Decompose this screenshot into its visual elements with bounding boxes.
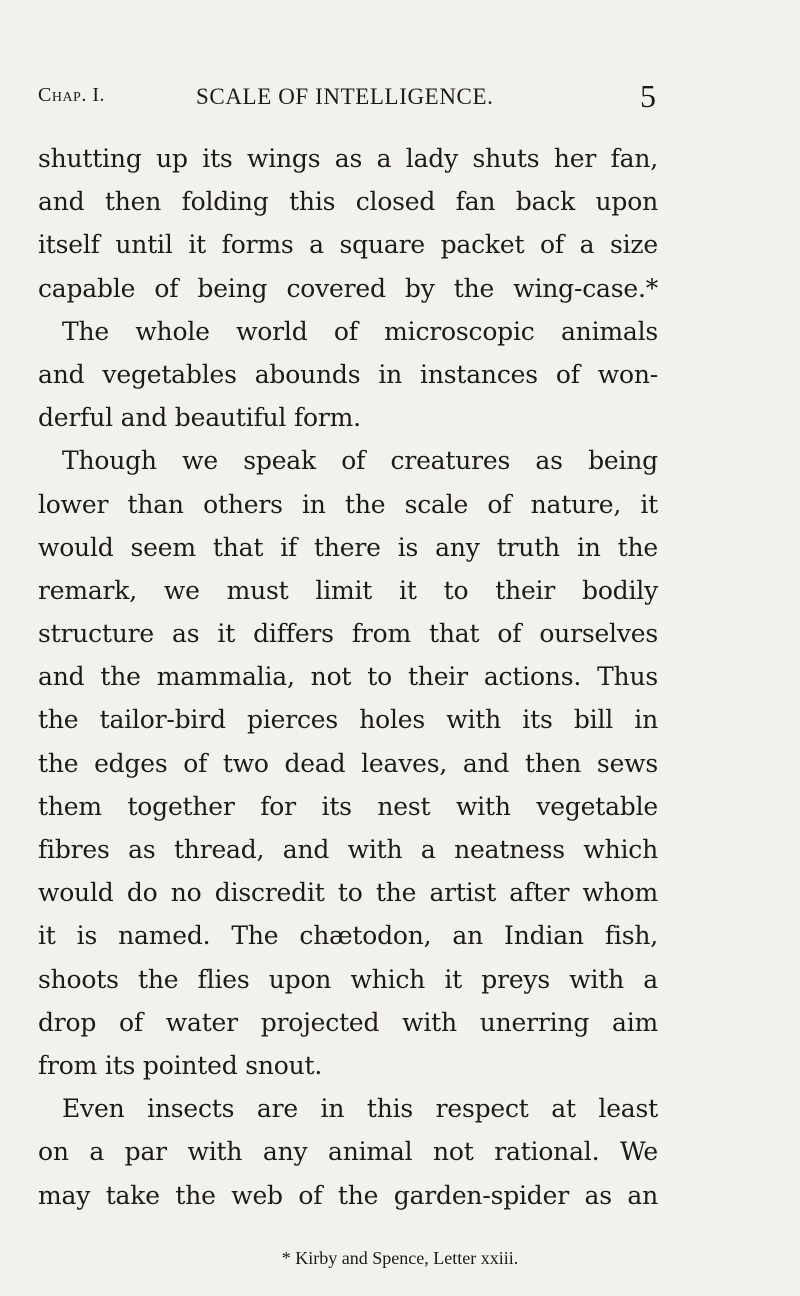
text-line: the tailor-bird pierces holes with its bill in (38, 705, 658, 735)
text-line: lower than others in the scale of nature, it (38, 489, 658, 519)
text-line: fibres as thread, and with a neatness which (38, 835, 658, 864)
text-line: the edges of two dead leaves, and then sews (38, 748, 658, 778)
running-title: SCALE OF INTELLIGENCE. (196, 84, 494, 109)
text-line: drop of water projected with unerring aim (38, 1007, 658, 1037)
text-line: from its pointed snout. (38, 1050, 323, 1080)
text-line: capable of being covered by the wing-case.* (38, 273, 658, 303)
text-line: shutting up its wings as a lady shuts her fan, (38, 144, 658, 173)
running-head (38, 78, 656, 118)
footnote: * Kirby and Spence, Letter xxiii. (281, 1248, 519, 1268)
text-line: Though we speak of creatures as being (62, 446, 658, 476)
text-line: it is named. The chætodon, an Indian fish, (38, 921, 658, 951)
text-line: may take the web of the garden-spider as an (38, 1180, 658, 1210)
text-line: and vegetables abounds in instances of won- (38, 359, 658, 389)
text-line: itself until it forms a square packet of a size (38, 230, 658, 260)
text-line: them together for its nest with vegetable (38, 791, 658, 821)
chapter-label: Chap. I. (38, 84, 106, 106)
page-number: 5 (640, 78, 656, 114)
text-line: remark, we must limit it to their bodily (38, 575, 658, 605)
text-line: on a par with any animal not rational. We (38, 1137, 658, 1167)
text-line: would seem that if there is any truth in the (38, 532, 658, 562)
text-line: derful and beautiful form. (38, 403, 361, 433)
text-line: structure as it differs from that of ourselves (38, 619, 658, 649)
text-line: Even insects are in this respect at least (62, 1094, 658, 1124)
text-line: and then folding this closed fan back upon (38, 187, 658, 217)
text-line: and the mammalia, not to their actions. Thus (38, 662, 658, 692)
text-line: The whole world of microscopic animals (62, 316, 658, 346)
text-line: would do no discredit to the artist after whom (38, 878, 658, 908)
text-line: shoots the flies upon which it preys with a (38, 964, 658, 994)
body-text (38, 137, 658, 1217)
